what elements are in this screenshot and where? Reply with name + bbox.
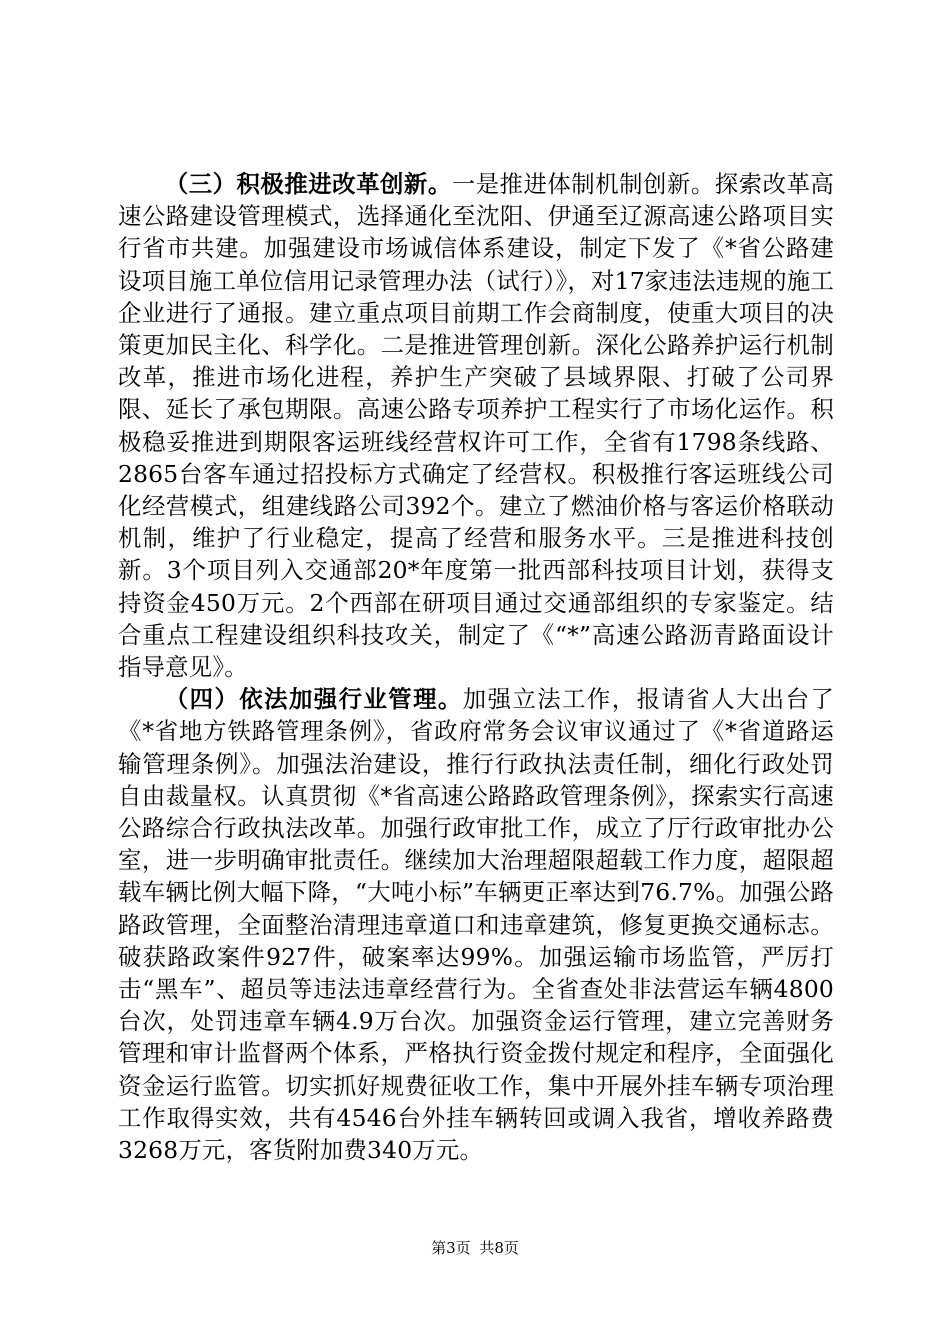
paragraph-heading: （三）积极推进改革创新。 — [164, 170, 452, 198]
paragraph-text: 加强立法工作，报请省人大出台了《*省地方铁路管理条例》，省政府常务会议审议通过了《*省道路运输管理条例》。加强法治建设，推行行政执法责任制，细化行政处罚自由裁量权。认真贯彻《*省高速公路路政管理条例》，探索实行高速公路综合行政执法改革。加强行政审批工作，成立了厅行政审批办公室，进一步明确审批责任。继续加大治理超限超载工作力度，超限超载车辆比例大幅下降，“大吨小标”车辆更正率达到76.7%。加强公路路政管理，全面整治清理违章道口和违章建筑，修复更换交通标志。破获路政案件927件，破案率达99%。加强运输市场监管，严厉打击“黑车”、超员等违法违章经营行为。全省查处非法营运车辆4800台次，处罚违章车辆4.9万台次。加强资金运行管理，建立完善财务管理和审计监督两个体系，严格执行资金拨付规定和程序，全面强化资金运行监管。切实抓好规费征收工作，集中开展外挂车辆专项治理工作取得实效，共有4546台外挂车辆转回或调入我省，增收养路费3268万元，客货附加费340万元。 — [118, 685, 835, 1165]
paragraph-heading: （四）依法加强行业管理。 — [164, 685, 463, 714]
document-body — [118, 168, 834, 1166]
page-number: 第3页 — [431, 1239, 471, 1257]
paragraph-reform-innovation — [118, 168, 834, 683]
page-footer — [0, 1238, 950, 1258]
page-total: 共8页 — [479, 1239, 519, 1257]
paragraph-text: 一是推进体制机制创新。探索改革高速公路建设管理模式，选择通化至沈阳、伊通至辽源高速公路项目实行省市共建。加强建设市场诚信体系建设，制定下发了《*省公路建设项目施工单位信用记录管理办法（试行）》，对17家违法违规的施工企业进行了通报。建立重点项目前期工作会商制度，使重大项目的决策更加民主化、科学化。二是推进管理创新。深化公路养护运行机制改革，推进市场化进程，养护生产突破了县域界限、打破了公司界限、延长了承包期限。高速公路专项养护工程实行了市场化运作。积极稳妥推进到期限客运班线经营权许可工作，全省有1798条线路、2865台客车通过招投标方式确定了经营权。积极推行客运班线公司化经营模式，组建线路公司392个。建立了燃油价格与客运价格联动机制，维护了行业稳定，提高了经营和服务水平。三是推进科技创新。3个项目列入交通部20*年度第一批西部科技项目计划，获得支持资金450万元。2个西部在研项目通过交通部组织的专家鉴定。结合重点工程建设组织科技攻关，制定了《“*”高速公路沥青路面设计指导意见》。 — [118, 170, 834, 682]
paragraph-industry-management — [118, 683, 834, 1166]
